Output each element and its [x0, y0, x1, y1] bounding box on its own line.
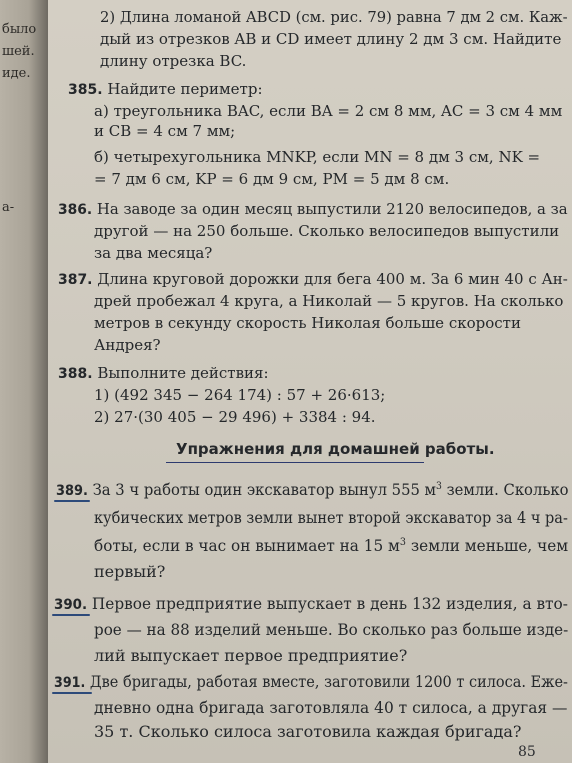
top-problem-line: дый из отрезков AB и CD имеет длину 2 дм 3 см. Найдите: [100, 30, 562, 48]
problem-385-line: а) треугольника BAC, если BA = 2 см 8 мм, AC = 3 см 4 мм: [94, 102, 563, 120]
problem-390-line: рое — на 88 изделий меньше. Во сколько раз больше изде-: [94, 620, 569, 639]
top-problem-line: длину отрезка BC.: [100, 52, 247, 70]
problem-389-line: [94, 536, 568, 555]
problem-389: [56, 480, 568, 499]
problem-386-line: другой — на 250 больше. Сколько велосипедов выпустили: [94, 222, 560, 240]
problem-387: [58, 270, 568, 288]
pen-underline-mark: [52, 692, 92, 694]
problem-389-line: кубических метров земли вынет второй экскаватор за 4 ч ра-: [94, 508, 568, 527]
problem-387-line: Андрея?: [94, 336, 161, 354]
left-fragment: иде.: [2, 66, 31, 81]
problem-number: 389.: [56, 483, 88, 499]
pen-underline-mark: [54, 500, 90, 502]
problem-385-line: б) четырехугольника MNKP, если MN = 8 дм 3 см, NK =: [94, 148, 541, 166]
problem-386-line: за два месяца?: [94, 244, 213, 262]
problem-text: земли меньше, чем: [405, 536, 569, 555]
problem-385-line: = 7 дм 6 см, KP = 6 дм 9 см, PM = 5 дм 8 см.: [94, 170, 450, 188]
problem-387-line: метров в секунду скорость Николая больше скорости: [94, 314, 521, 332]
problem-number: 390.: [54, 597, 88, 613]
problem-text: земли. Сколько: [441, 480, 569, 499]
problem-number: 387.: [58, 272, 93, 288]
problem-text: Найдите периметр:: [107, 80, 263, 98]
problem-391: [54, 672, 568, 691]
top-problem-line: 2) Длина ломаной ABCD (см. рис. 79) равна 7 дм 2 см. Каж-: [100, 8, 568, 26]
superscript: 3: [399, 537, 406, 548]
left-page-edge: [0, 0, 49, 763]
left-fragment: а-: [2, 200, 15, 215]
problem-text: Длина круговой дорожки для бега 400 м. За 6 мин 40 с Ан-: [97, 270, 568, 288]
problem-386: [58, 200, 568, 218]
textbook-page: [48, 0, 572, 763]
problem-number: 385.: [68, 82, 103, 98]
problem-text: На заводе за один месяц выпустили 2120 велосипедов, а за: [96, 200, 568, 218]
problem-391-line: дневно одна бригада заготовляла 40 т силоса, а другая —: [94, 698, 568, 717]
left-fragment: шей.: [2, 44, 35, 59]
problem-388-line: 2) 27·(30 405 − 29 496) + 3384 : 94.: [94, 408, 376, 426]
problem-text: Первое предприятие выпускает в день 132 изделия, а вто-: [91, 594, 568, 613]
problem-number: 388.: [58, 366, 93, 382]
problem-text: Выполните действия:: [97, 364, 269, 382]
problem-number: 391.: [54, 675, 86, 691]
heading-underline: [166, 462, 424, 463]
problem-388-line: 1) (492 345 − 264 174) : 57 + 26·613;: [94, 386, 386, 404]
problem-388: [58, 364, 269, 382]
problem-389-line: первый?: [94, 562, 166, 581]
problem-text: За 3 ч работы один экскаватор вынул 555 м: [92, 480, 437, 499]
problem-390: [54, 594, 568, 613]
problem-text: боты, если в час он вынимает на 15 м: [94, 536, 400, 555]
left-fragment: было: [2, 22, 37, 37]
problem-391-line: 35 т. Сколько силоса заготовила каждая бригада?: [94, 722, 522, 741]
problem-385: [68, 80, 263, 98]
problem-387-line: дрей пробежал 4 круга, а Николай — 5 кругов. На сколько: [94, 292, 564, 310]
problem-number: 386.: [58, 202, 93, 218]
page-number: 85: [518, 744, 536, 760]
problem-385-line: и CB = 4 см 7 мм;: [94, 122, 236, 140]
problem-390-line: лий выпускает первое предприятие?: [94, 646, 408, 665]
homework-heading: Упражнения для домашней работы.: [176, 440, 495, 458]
superscript: 3: [436, 481, 442, 492]
problem-text: Две бригады, работая вместе, заготовили 1200 т силоса. Еже-: [89, 672, 568, 691]
pen-underline-mark: [52, 614, 90, 616]
